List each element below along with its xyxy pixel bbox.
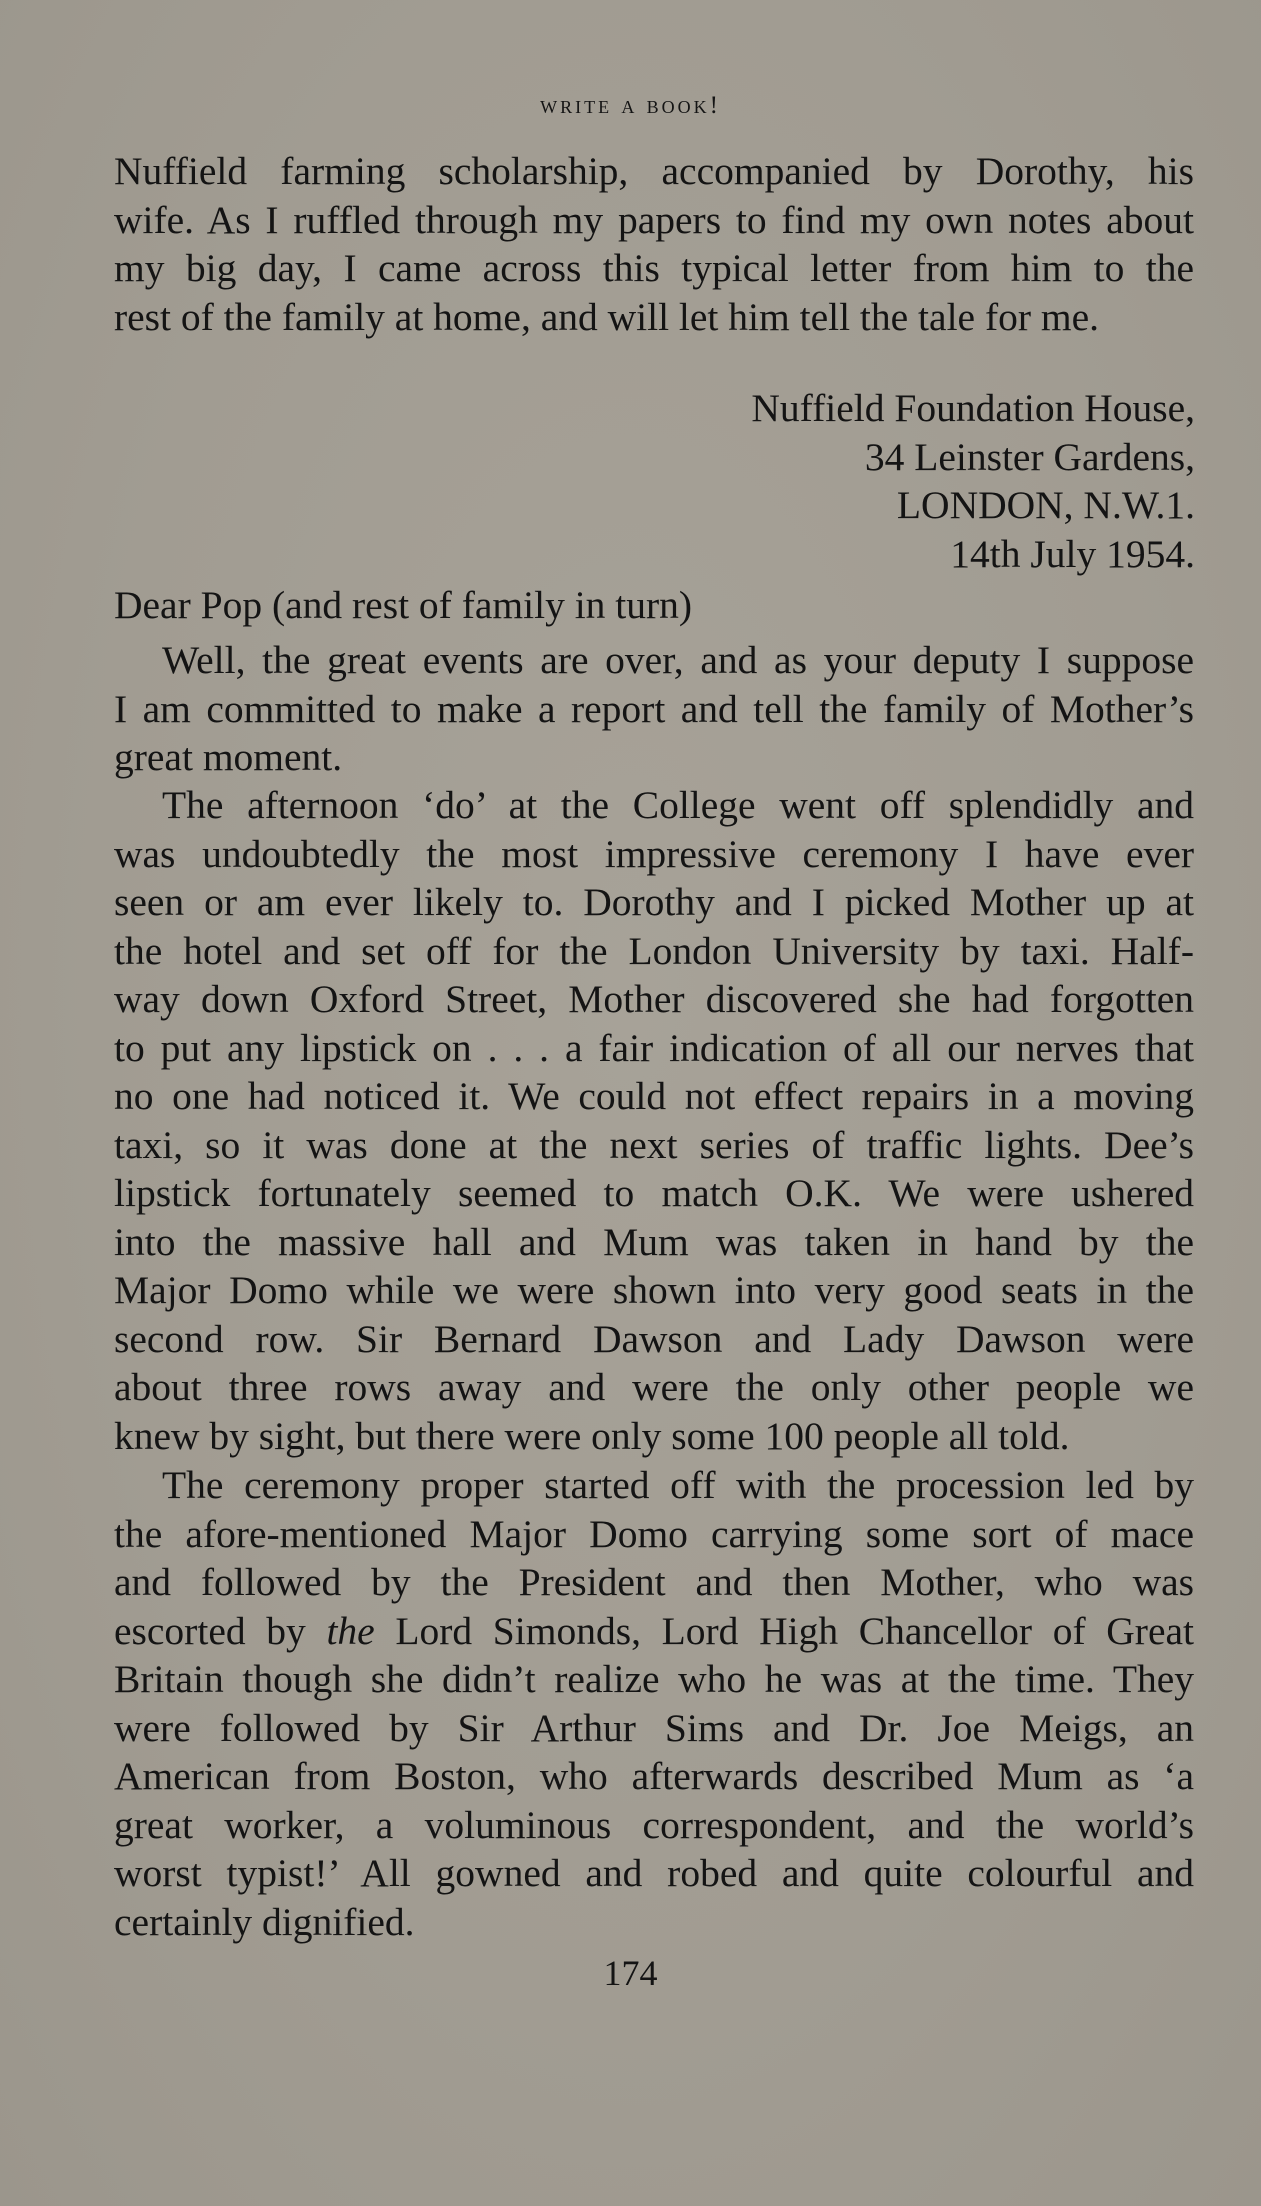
paragraph-line-with-italic <box>114 1607 1194 1656</box>
running-head-text: write a book! <box>540 92 721 119</box>
letter-address <box>751 384 1195 578</box>
paragraph-line: taxi, so it was done at the next series of traffic lights. Dee’s <box>114 1122 1194 1167</box>
paragraph-line: Britain though she didn’t realize who he was at the time. They <box>114 1657 1194 1701</box>
paragraph-line: into the massive hall and Mum was taken in hand by the <box>114 1219 1194 1264</box>
text-segment: Lord Simonds, Lord High Chancellor of Great <box>374 1608 1194 1653</box>
text-segment: escorted by <box>114 1608 327 1653</box>
paragraph-line: certainly dignified. <box>114 1899 415 1944</box>
paragraph-line: I am committed to make a report and tell the family of Mother’s <box>114 686 1194 731</box>
paragraph-line: was undoubtedly the most impressive ceremony I have ever <box>114 831 1194 876</box>
paragraph-line: Well, the great events are over, and as your deputy I suppose <box>162 638 1194 682</box>
paragraph-line: The ceremony proper started off with the procession led by <box>162 1463 1194 1507</box>
paragraph-line: worst typist!’ All gowned and robed and quite colourful and <box>114 1851 1194 1895</box>
paragraph-line: and followed by the President and then Mother, who was <box>114 1560 1194 1604</box>
letter-paragraph-3 <box>114 1461 1194 1946</box>
paragraph-line: way down Oxford Street, Mother discovered she had forgotten <box>114 977 1194 1021</box>
paragraph-line: lipstick fortunately seemed to match O.K. We were ushered <box>114 1171 1194 1215</box>
intro-line: rest of the family at home, and will let him tell the tale for me. <box>114 294 1100 339</box>
paragraph-line: American from Boston, who afterwards described Mum as ‘a <box>114 1754 1194 1798</box>
paragraph-line: knew by sight, but there were only some 100 people all told. <box>114 1413 1070 1458</box>
running-head <box>0 92 1261 120</box>
address-line: LONDON, N.W.1. <box>896 483 1195 527</box>
paragraph-line: to put any lipstick on . . . a fair indication of all our nerves that <box>114 1025 1194 1070</box>
intro-line: Nuffield farming scholarship, accompanied by Dorothy, his <box>114 149 1194 193</box>
letter-salutation: Dear Pop (and rest of family in turn) <box>114 583 693 627</box>
address-line: Nuffield Foundation House, <box>751 386 1195 430</box>
paragraph-line: seen or am ever likely to. Dorothy and I picked Mother up at <box>114 880 1194 924</box>
address-line: 34 Leinster Gardens, <box>864 434 1195 479</box>
paragraph-line: the afore-mentioned Major Domo carrying some sort of mace <box>114 1511 1194 1556</box>
letter-paragraph-2 <box>114 781 1194 1460</box>
paragraph-line: no one had noticed it. We could not effect repairs in a moving <box>114 1074 1194 1118</box>
italic-word: the <box>326 1608 375 1653</box>
paragraph-line: were followed by Sir Arthur Sims and Dr. Joe Meigs, an <box>114 1705 1194 1750</box>
paragraph-line: great worker, a voluminous correspondent, and the world’s <box>114 1802 1194 1847</box>
paragraph-line: The afternoon ‘do’ at the College went off splendidly and <box>162 783 1194 827</box>
letter-date: 14th July 1954. <box>950 531 1195 576</box>
page-number: 174 <box>603 1953 658 1993</box>
intro-paragraph <box>114 147 1194 341</box>
letter-paragraph-1 <box>114 636 1194 782</box>
paragraph-line: second row. Sir Bernard Dawson and Lady Dawson were <box>114 1316 1194 1361</box>
intro-line: wife. As I ruffled through my papers to find my own notes about <box>114 197 1194 242</box>
paragraph-line: about three rows away and were the only other people we <box>114 1365 1194 1409</box>
paragraph-line: great moment. <box>114 735 343 779</box>
paragraph-line: Major Domo while we were shown into very good seats in the <box>114 1268 1194 1312</box>
intro-line: my big day, I came across this typical letter from him to the <box>114 246 1194 290</box>
paragraph-line: the hotel and set off for the London University by taxi. Half- <box>114 928 1194 973</box>
